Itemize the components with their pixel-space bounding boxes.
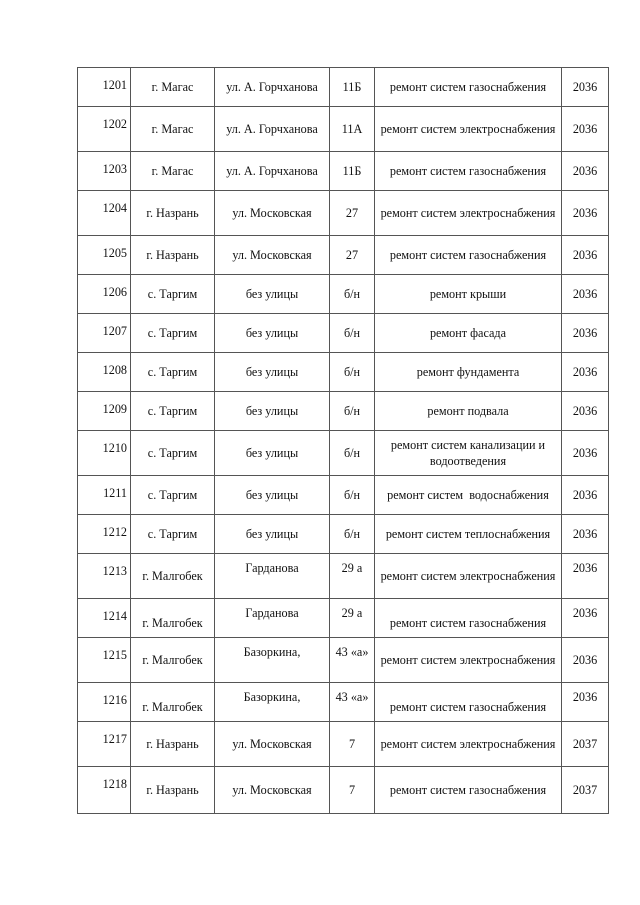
table-row <box>78 722 609 767</box>
cell-year: 2036 <box>562 515 609 554</box>
cell-street: Базоркина, <box>215 638 330 683</box>
cell-year: 2036 <box>562 476 609 515</box>
table-row <box>78 683 609 722</box>
cell-settlement: с. Таргим <box>131 275 215 314</box>
cell-settlement: г. Малгобек <box>131 599 215 638</box>
cell-number: 1204 <box>78 191 131 236</box>
cell-settlement: г. Малгобек <box>131 638 215 683</box>
cell-number: 1212 <box>78 515 131 554</box>
cell-house: б/н <box>330 275 375 314</box>
cell-house: б/н <box>330 515 375 554</box>
cell-number: 1207 <box>78 314 131 353</box>
cell-year: 2036 <box>562 275 609 314</box>
cell-number: 1210 <box>78 431 131 476</box>
cell-house: 11Б <box>330 68 375 107</box>
cell-year: 2037 <box>562 767 609 814</box>
cell-work-type: ремонт подвала <box>375 392 562 431</box>
cell-year: 2036 <box>562 236 609 275</box>
cell-work-type: ремонт систем газоснабжения <box>375 68 562 107</box>
table-row <box>78 314 609 353</box>
cell-year: 2036 <box>562 683 609 722</box>
cell-settlement: г. Магас <box>131 152 215 191</box>
cell-year: 2036 <box>562 599 609 638</box>
cell-settlement: г. Малгобек <box>131 683 215 722</box>
cell-street: без улицы <box>215 353 330 392</box>
cell-street: без улицы <box>215 314 330 353</box>
cell-work-type: ремонт систем электроснабжения <box>375 191 562 236</box>
cell-number: 1205 <box>78 236 131 275</box>
cell-work-type: ремонт систем водоснабжения <box>375 476 562 515</box>
cell-number: 1206 <box>78 275 131 314</box>
cell-year: 2036 <box>562 392 609 431</box>
table-row <box>78 107 609 152</box>
cell-settlement: г. Назрань <box>131 191 215 236</box>
cell-house: 43 «а» <box>330 683 375 722</box>
cell-street: без улицы <box>215 392 330 431</box>
table-row <box>78 515 609 554</box>
cell-house: 27 <box>330 236 375 275</box>
cell-work-type: ремонт систем газоснабжения <box>375 599 562 638</box>
table-row <box>78 191 609 236</box>
cell-house: 43 «а» <box>330 638 375 683</box>
cell-house: б/н <box>330 476 375 515</box>
cell-work-type: ремонт систем теплоснабжения <box>375 515 562 554</box>
cell-house: 7 <box>330 767 375 814</box>
table-row <box>78 152 609 191</box>
table-row <box>78 431 609 476</box>
cell-street: Базоркина, <box>215 683 330 722</box>
cell-year: 2036 <box>562 68 609 107</box>
table-row <box>78 68 609 107</box>
cell-work-type: ремонт систем электроснабжения <box>375 554 562 599</box>
cell-work-type: ремонт систем электроснабжения <box>375 638 562 683</box>
cell-number: 1211 <box>78 476 131 515</box>
cell-number: 1202 <box>78 107 131 152</box>
cell-number: 1215 <box>78 638 131 683</box>
cell-number: 1214 <box>78 599 131 638</box>
cell-street: ул. А. Горчханова <box>215 152 330 191</box>
cell-work-type: ремонт систем газоснабжения <box>375 767 562 814</box>
cell-house: б/н <box>330 353 375 392</box>
cell-settlement: с. Таргим <box>131 476 215 515</box>
cell-number: 1208 <box>78 353 131 392</box>
cell-work-type: ремонт систем электроснабжения <box>375 107 562 152</box>
cell-work-type: ремонт систем газоснабжения <box>375 152 562 191</box>
cell-house: б/н <box>330 392 375 431</box>
cell-number: 1216 <box>78 683 131 722</box>
cell-house: 11А <box>330 107 375 152</box>
cell-work-type: ремонт фундамента <box>375 353 562 392</box>
cell-number: 1217 <box>78 722 131 767</box>
cell-settlement: с. Таргим <box>131 392 215 431</box>
cell-year: 2036 <box>562 107 609 152</box>
cell-year: 2036 <box>562 152 609 191</box>
cell-settlement: г. Магас <box>131 68 215 107</box>
table-row <box>78 767 609 814</box>
cell-work-type: ремонт систем газоснабжения <box>375 236 562 275</box>
cell-house: б/н <box>330 431 375 476</box>
cell-house: б/н <box>330 314 375 353</box>
cell-settlement: г. Малгобек <box>131 554 215 599</box>
cell-settlement: г. Назрань <box>131 722 215 767</box>
cell-settlement: г. Назрань <box>131 236 215 275</box>
cell-number: 1209 <box>78 392 131 431</box>
register-table <box>77 67 609 814</box>
cell-work-type: ремонт систем канализации и водоотведения <box>375 431 562 476</box>
cell-street: Гарданова <box>215 599 330 638</box>
cell-street: ул. Московская <box>215 236 330 275</box>
register-table-body <box>78 68 609 814</box>
table-row <box>78 599 609 638</box>
cell-work-type: ремонт систем электроснабжения <box>375 722 562 767</box>
cell-work-type: ремонт крыши <box>375 275 562 314</box>
cell-settlement: с. Таргим <box>131 314 215 353</box>
cell-street: Гарданова <box>215 554 330 599</box>
cell-house: 7 <box>330 722 375 767</box>
cell-settlement: с. Таргим <box>131 515 215 554</box>
cell-street: без улицы <box>215 431 330 476</box>
cell-year: 2036 <box>562 554 609 599</box>
cell-settlement: с. Таргим <box>131 431 215 476</box>
table-row <box>78 476 609 515</box>
cell-street: ул. А. Горчханова <box>215 107 330 152</box>
cell-settlement: г. Магас <box>131 107 215 152</box>
table-row <box>78 275 609 314</box>
cell-street: ул. Московская <box>215 722 330 767</box>
cell-settlement: с. Таргим <box>131 353 215 392</box>
cell-house: 29 а <box>330 599 375 638</box>
table-row <box>78 392 609 431</box>
cell-street: без улицы <box>215 275 330 314</box>
table-row <box>78 554 609 599</box>
cell-year: 2037 <box>562 722 609 767</box>
cell-year: 2036 <box>562 431 609 476</box>
table-row <box>78 353 609 392</box>
cell-house: 27 <box>330 191 375 236</box>
cell-work-type: ремонт фасада <box>375 314 562 353</box>
cell-year: 2036 <box>562 638 609 683</box>
cell-number: 1213 <box>78 554 131 599</box>
cell-street: ул. А. Горчханова <box>215 68 330 107</box>
table-row <box>78 236 609 275</box>
cell-year: 2036 <box>562 314 609 353</box>
cell-number: 1203 <box>78 152 131 191</box>
table-row <box>78 638 609 683</box>
cell-number: 1201 <box>78 68 131 107</box>
cell-street: без улицы <box>215 515 330 554</box>
cell-work-type: ремонт систем газоснабжения <box>375 683 562 722</box>
cell-house: 29 а <box>330 554 375 599</box>
cell-settlement: г. Назрань <box>131 767 215 814</box>
cell-street: ул. Московская <box>215 767 330 814</box>
cell-year: 2036 <box>562 191 609 236</box>
cell-number: 1218 <box>78 767 131 814</box>
cell-street: без улицы <box>215 476 330 515</box>
cell-year: 2036 <box>562 353 609 392</box>
cell-house: 11Б <box>330 152 375 191</box>
cell-street: ул. Московская <box>215 191 330 236</box>
